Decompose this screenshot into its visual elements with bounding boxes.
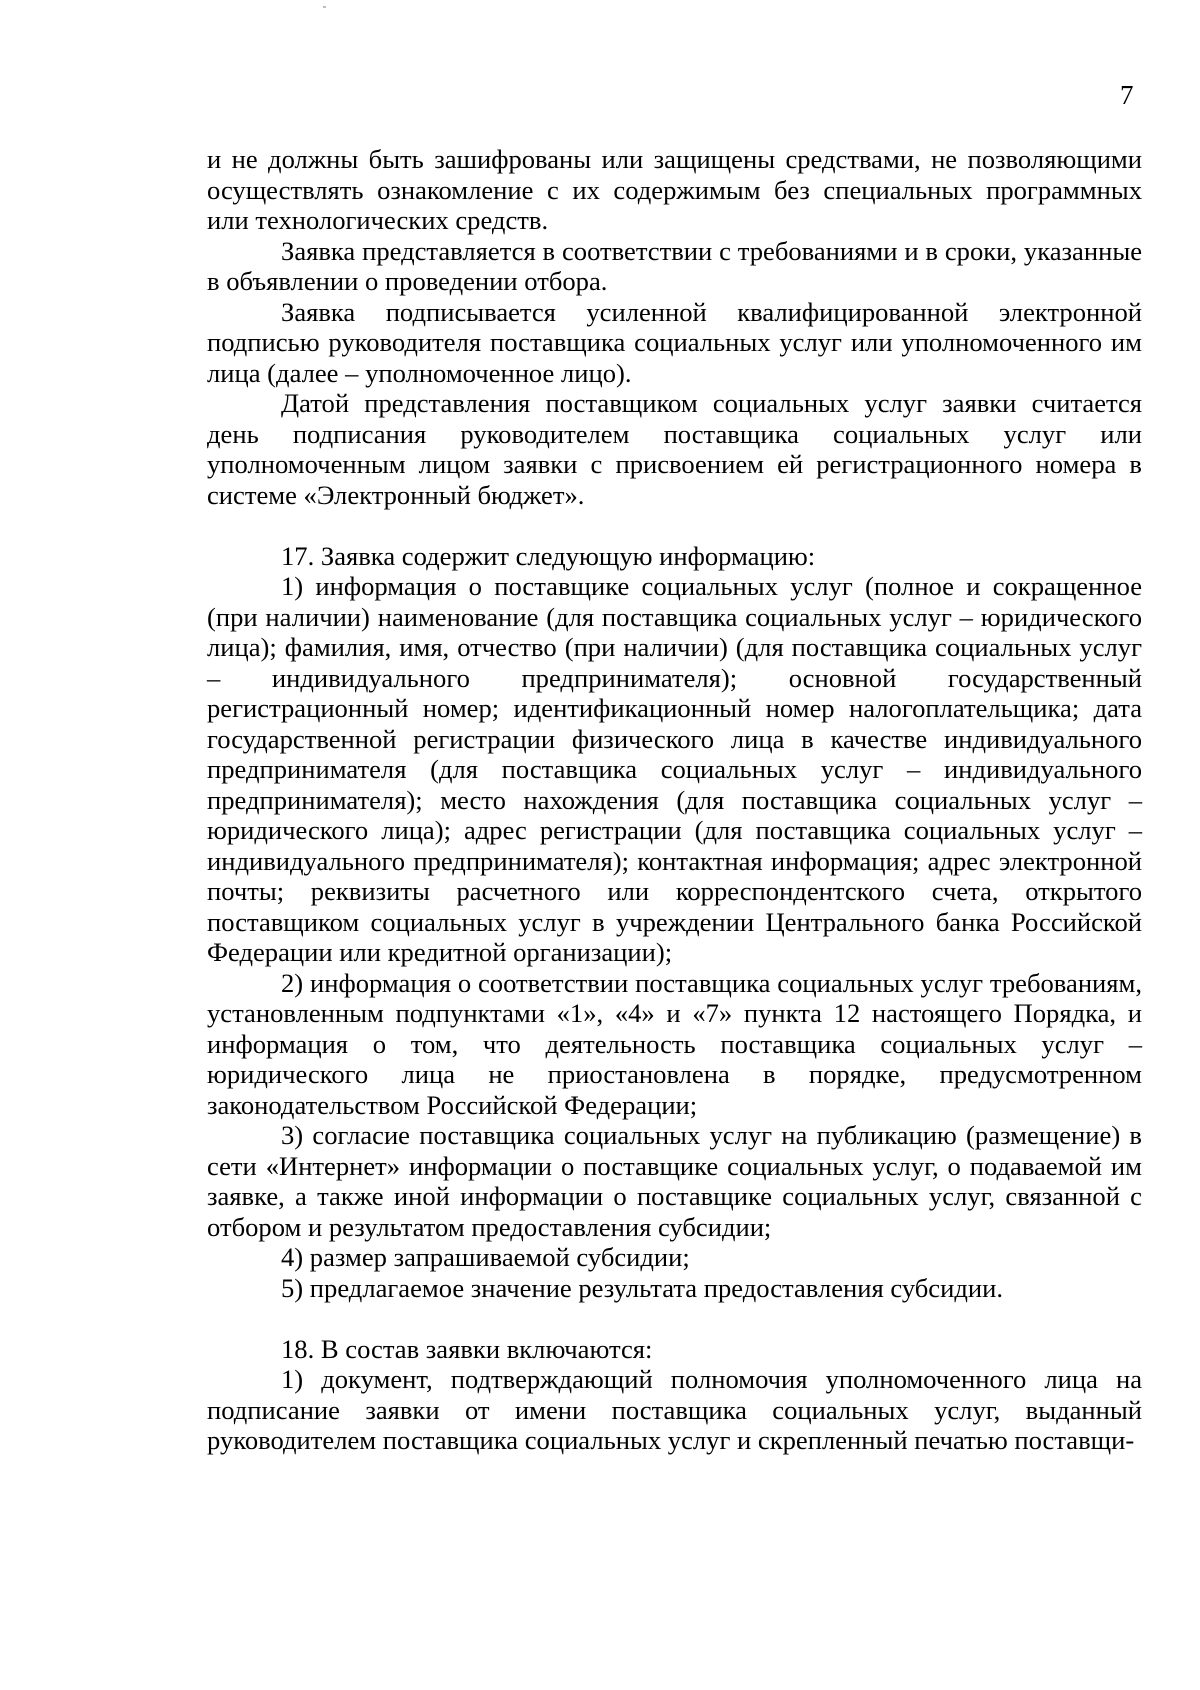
paragraph-submission-terms: Заявка представляется в соответствии с требованиями и в сроки, указанные в объявлении о проведении отбора. — [207, 235, 1142, 296]
clause-17-item-3: 3) согласие поставщика социальных услуг на публикацию (размещение) в сети «Интернет» информации о поставщике социальных услуг, о подаваемой им заявке, а также иной информации о поставщике социальных услуг, связанной с отбором и результатом предоставления субсидии; — [207, 1120, 1142, 1242]
clause-17-item-1: 1) информация о поставщике социальных услуг (полное и сокращенное (при наличии) наименование (для поставщика социальных услуг – юридического лица); фамилия, имя, отчество (при наличии) (для поставщика социальных услуг – индивидуального предпринимателя); основной государственный регистрационный номер; идентификационный номер налогоплательщика; дата государственной регистрации физического лица в качестве индивидуального предпринимателя (для поставщика социальных услуг – индивидуального предпринимателя); место нахождения (для поставщика социальных услуг – юридического лица); адрес регистрации (для поставщика социальных услуг – индивидуального предпринимателя); контактная информация; адрес электронной почты; реквизиты расчетного или корреспондентского счета, открытого поставщиком социальных услуг в учреждении Центрального банка Российской Федерации или кредитной организации); — [207, 571, 1142, 967]
clause-17-heading: 17. Заявка содержит следующую информацию: — [281, 540, 816, 571]
paragraph-continuation: и не должны быть зашифрованы или защищены средствами, не позволяющими осуществлять ознакомление с их содержимым без специальных программных или технологических средств. — [207, 144, 1142, 235]
clause-18-item-1: 1) документ, подтверждающий полномочия уполномоченного лица на подписание заявки от имени поставщика социальных услуг, выданный руководителем поставщика социальных услуг и скрепленный печатью поставщи- — [207, 1364, 1142, 1455]
clause-17-item-2: 2) информация о соответствии поставщика социальных услуг требованиям, установленным подпунктами «1», «4» и «7» пункта 12 настоящего Порядка, и информация о том, что деятельность поставщика социальных услуг – юридического лица не приостановлена в порядке, предусмотренном законодательством Российской Федерации; — [207, 967, 1142, 1120]
paragraph-submission-date: Датой представления поставщиком социальных услуг заявки считается день подписания руководителем поставщика социальных услуг или уполномоченным лицом заявки с присвоением ей регистрационного номера в системе «Электронный бюджет». — [207, 388, 1142, 510]
paragraph-signature: Заявка подписывается усиленной квалифицированной электронной подписью руководителя поставщика социальных услуг или уполномоченного им лица (далее – уполномоченное лицо). — [207, 296, 1142, 388]
clause-18-heading: 18. В состав заявки включаются: — [281, 1333, 653, 1364]
document-body — [207, 144, 1142, 1456]
clause-17-item-4: 4) размер запрашиваемой субсидии; — [281, 1242, 690, 1272]
scan-speck — [323, 6, 326, 8]
page-number: 7 — [1120, 80, 1134, 110]
clause-17-item-5: 5) предлагаемое значение результата предоставления субсидии. — [281, 1272, 1003, 1303]
